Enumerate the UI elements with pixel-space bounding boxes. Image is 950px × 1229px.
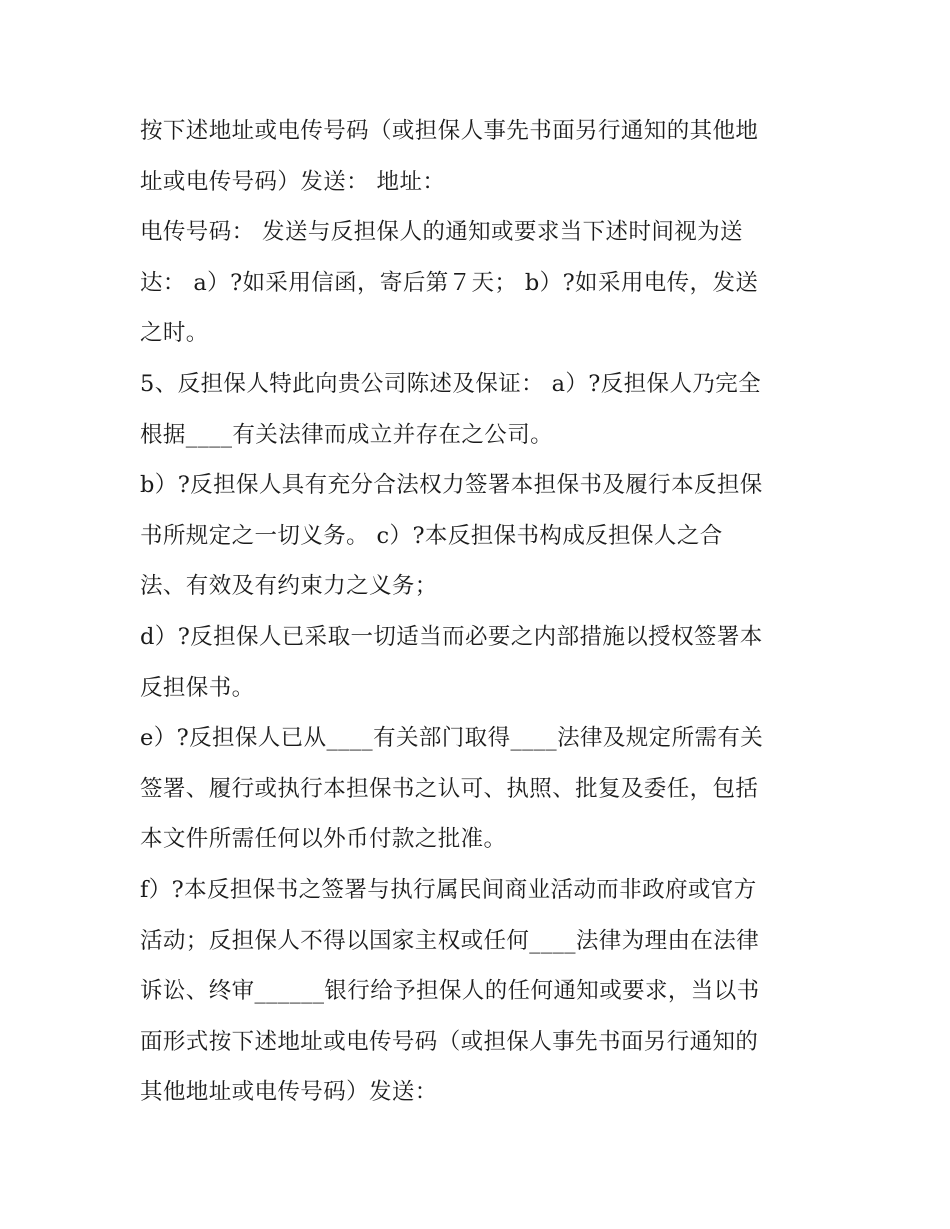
text-line: 法、有效及有约束力之义务； <box>140 573 438 600</box>
text-line: 按下述地址或电传号码（或担保人事先书面另行通知的其他地 <box>140 118 759 144</box>
document-body <box>140 106 820 1118</box>
text-line: 反担保书。 <box>140 674 255 701</box>
text-line: d）?反担保人已采取一切适当而必要之内部措施以授权签署本 <box>140 623 763 650</box>
text-line: 之时。 <box>140 320 209 347</box>
text-line: 诉讼、终审______银行给予担保人的任何通知或要求，当以书 <box>140 978 760 1005</box>
text-line: f）?本反担保书之签署与执行属民间商业活动而非政府或官方 <box>140 876 757 903</box>
text-line: 电传号码： 发送与反担保人的通知或要求当下述时间视为送 <box>140 219 743 246</box>
text-line: 面形式按下述地址或电传号码（或担保人事先书面另行通知的 <box>140 1028 759 1055</box>
text-line: 根据____有关法律而成立并存在之公司。 <box>140 421 554 448</box>
text-line: e）?反担保人已从____有关部门取得____法律及规定所需有关 <box>140 725 764 752</box>
text-line: 签署、履行或执行本担保书之认可、执照、批复及委任，包括 <box>140 775 759 802</box>
text-line: 活动；反担保人不得以国家主权或任何____法律为理由在法律 <box>140 927 760 954</box>
text-line: 其他地址或电传号码）发送： <box>140 1079 438 1106</box>
text-line: 址或电传号码）发送： 地址： <box>140 168 446 195</box>
text-line: b）?反担保人具有充分合法权力签署本担保书及履行本反担保 <box>140 472 763 499</box>
text-line: 达： a）?如采用信函，寄后第７天； b）?如采用电传，发送 <box>140 269 759 296</box>
text-line: 5、反担保人特此向贵公司陈述及保证： a）?反担保人乃完全 <box>140 370 762 397</box>
text-line: 本文件所需任何以外币付款之批准。 <box>140 826 507 853</box>
text-line: 书所规定之一切义务。 c）?本反担保书构成反担保人之合 <box>140 522 723 549</box>
